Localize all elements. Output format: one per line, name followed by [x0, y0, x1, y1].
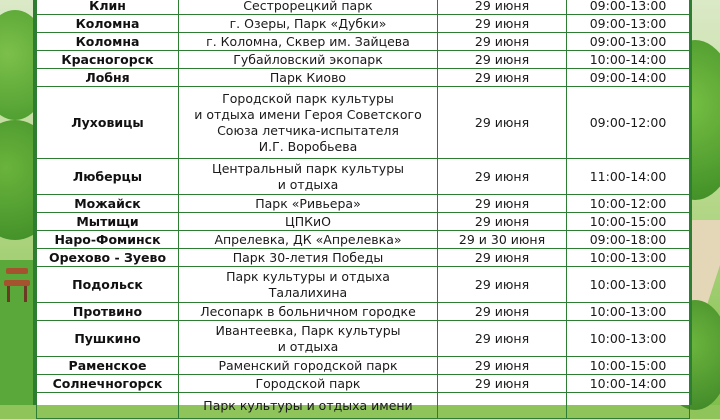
- cell-place: Ивантеевка, Парк культуры и отдыха: [179, 321, 438, 357]
- cell-place: Парк культуры и отдыха имени: [179, 393, 438, 419]
- cell-place: Апрелевка, ДК «Апрелевка»: [179, 231, 438, 249]
- cell-time: 10:00-12:00: [567, 195, 690, 213]
- cell-date: 29 июня: [438, 195, 567, 213]
- cell-time: 10:00-14:00: [567, 375, 690, 393]
- cell-date: 29 июня: [438, 51, 567, 69]
- cell-time: 09:00-18:00: [567, 231, 690, 249]
- cell-time: 10:00-13:00: [567, 303, 690, 321]
- cell-place: Парк культуры и отдыха Талалихина: [179, 267, 438, 303]
- cell-place: г. Озеры, Парк «Дубки»: [179, 15, 438, 33]
- cell-date: 29 июня: [438, 213, 567, 231]
- schedule-table-body: [37, 0, 690, 419]
- cell-time: 10:00-15:00: [567, 357, 690, 375]
- cell-date: 29 июня: [438, 357, 567, 375]
- cell-date: [438, 393, 567, 419]
- cell-date: 29 июня: [438, 87, 567, 159]
- table-row: [37, 33, 690, 51]
- table-row: [37, 159, 690, 195]
- cell-city: Пушкино: [37, 321, 179, 357]
- cell-date: 29 июня: [438, 159, 567, 195]
- cell-date: 29 июня: [438, 303, 567, 321]
- cell-place: Городской парк культуры и отдыха имени Героя Советского Союза летчика-испытателя И.Г. Воробьева: [179, 87, 438, 159]
- cell-time: 09:00-13:00: [567, 0, 690, 15]
- table-row: [37, 87, 690, 159]
- cell-time: 09:00-13:00: [567, 33, 690, 51]
- cell-city: Люберцы: [37, 159, 179, 195]
- table-row: [37, 375, 690, 393]
- cell-time: 10:00-14:00: [567, 51, 690, 69]
- cell-date: 29 июня: [438, 375, 567, 393]
- cell-place: Сестрорецкий парк: [179, 0, 438, 15]
- cell-date: 29 июня: [438, 33, 567, 51]
- cell-place: Парк 30-летия Победы: [179, 249, 438, 267]
- cell-city: Клин: [37, 0, 179, 15]
- cell-city: Наро-Фоминск: [37, 231, 179, 249]
- cell-city: Протвино: [37, 303, 179, 321]
- cell-place: Городской парк: [179, 375, 438, 393]
- table-row: [37, 195, 690, 213]
- cell-city: [37, 393, 179, 419]
- cell-date: 29 июня: [438, 321, 567, 357]
- cell-place: г. Коломна, Сквер им. Зайцева: [179, 33, 438, 51]
- cell-place: Раменский городской парк: [179, 357, 438, 375]
- cell-place: Губайловский экопарк: [179, 51, 438, 69]
- cell-date: 29 июня: [438, 249, 567, 267]
- table-row: [37, 15, 690, 33]
- cell-place: Парк «Ривьера»: [179, 195, 438, 213]
- cell-place: Лесопарк в больничном городке: [179, 303, 438, 321]
- cell-date: 29 июня: [438, 15, 567, 33]
- table-row: [37, 303, 690, 321]
- cell-city: Раменское: [37, 357, 179, 375]
- table-row: [37, 69, 690, 87]
- cell-city: Коломна: [37, 33, 179, 51]
- table-row: [37, 357, 690, 375]
- cell-date: 29 и 30 июня: [438, 231, 567, 249]
- table-row: [37, 0, 690, 15]
- bench-icon: [4, 268, 30, 304]
- cell-city: Красногорск: [37, 51, 179, 69]
- table-row: [37, 51, 690, 69]
- cell-time: 11:00-14:00: [567, 159, 690, 195]
- cell-place: Центральный парк культуры и отдыха: [179, 159, 438, 195]
- schedule-sheet: [33, 0, 692, 413]
- cell-date: 29 июня: [438, 69, 567, 87]
- cell-time: 10:00-13:00: [567, 321, 690, 357]
- cell-city: Лобня: [37, 69, 179, 87]
- cell-city: Мытищи: [37, 213, 179, 231]
- cell-time: 09:00-12:00: [567, 87, 690, 159]
- table-row: [37, 249, 690, 267]
- cell-city: Подольск: [37, 267, 179, 303]
- cell-city: Орехово - Зуево: [37, 249, 179, 267]
- table-row: [37, 267, 690, 303]
- table-row: [37, 321, 690, 357]
- cell-time: 10:00-13:00: [567, 267, 690, 303]
- cell-place: Парк Киово: [179, 69, 438, 87]
- table-row: [37, 231, 690, 249]
- cell-time: [567, 393, 690, 419]
- cell-time: 09:00-13:00: [567, 15, 690, 33]
- cell-city: Солнечногорск: [37, 375, 179, 393]
- cell-city: Можайск: [37, 195, 179, 213]
- cell-date: 29 июня: [438, 267, 567, 303]
- table-row: [37, 213, 690, 231]
- cell-place: ЦПКиО: [179, 213, 438, 231]
- cell-city: Коломна: [37, 15, 179, 33]
- cell-date: 29 июня: [438, 0, 567, 15]
- cell-time: 10:00-13:00: [567, 249, 690, 267]
- cell-city: Луховицы: [37, 87, 179, 159]
- cell-time: 10:00-15:00: [567, 213, 690, 231]
- schedule-table: [36, 0, 690, 419]
- cell-time: 09:00-14:00: [567, 69, 690, 87]
- table-row: [37, 393, 690, 419]
